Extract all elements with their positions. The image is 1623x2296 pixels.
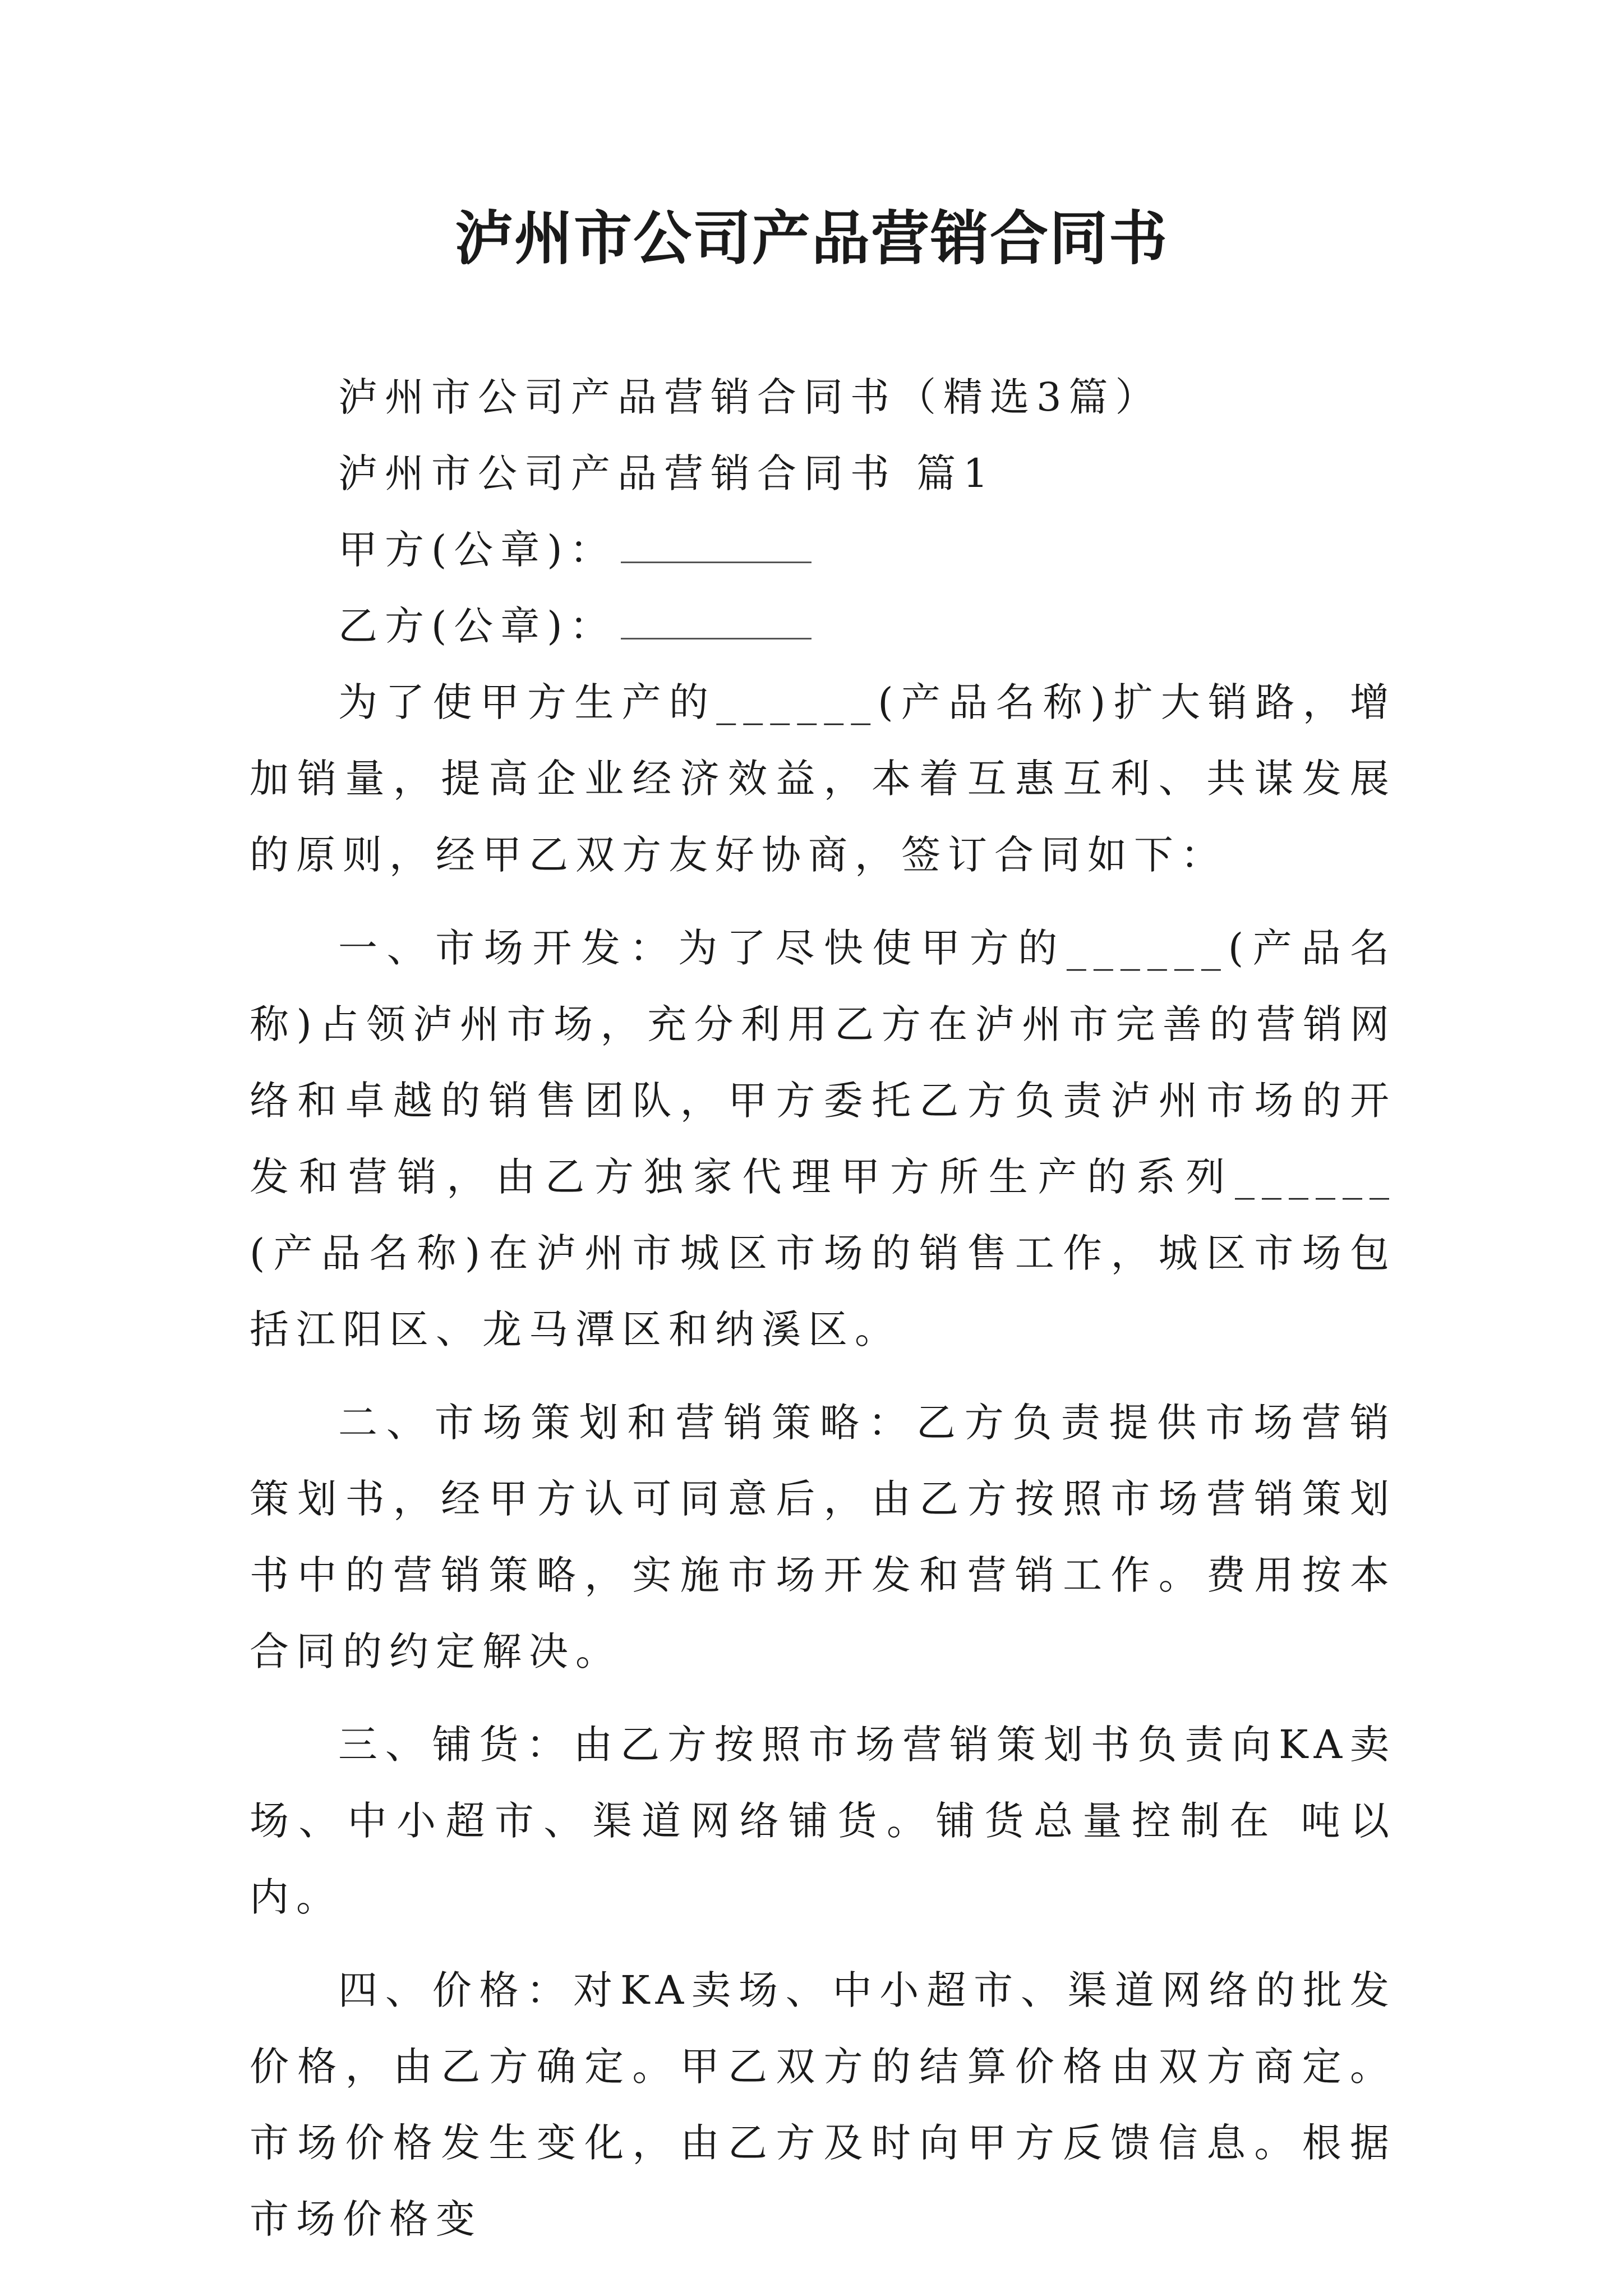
subtitle: 泸州市公司产品营销合同书（精选3篇） — [338, 374, 1162, 420]
document-body — [250, 359, 1396, 2257]
paragraph-marketing-strategy: 二、市场策划和营销策略：乙方负责提供市场营销策划书，经甲方认可同意后，由乙方按照市场营销策划书中的营销策略，实施市场开发和营销工作。费用按本合同的约定解决。 — [250, 1400, 1396, 1674]
section-heading: 泸州市公司产品营销合同书 篇1 — [338, 450, 995, 496]
party-a-blank — [621, 529, 811, 563]
paragraph-price: 四、价格：对KA卖场、中小超市、渠道网络的批发价格，由乙方确定。甲乙双方的结算价格由双方商定。市场价格发生变化，由乙方及时向甲方反馈信息。根据市场价格变 — [250, 1967, 1396, 2242]
paragraph-market-development: 一、市场开发：为了尽快使甲方的______(产品名称)占领泸州市场，充分利用乙方在泸州市完善的营销网络和卓越的销售团队，甲方委托乙方负责泸州市场的开发和营销，由乙方独家代理甲方所生产的系列______(产品名称)在泸州市城区市场的销售工作，城区市场包括江阳区、龙马潭区和纳溪区。 — [250, 925, 1396, 1352]
party-a-label: 甲方(公章)： — [338, 527, 616, 573]
paragraph-intro: 为了使甲方生产的______(产品名称)扩大销路，增加销量，提高企业经济效益，本着互惠互利、共谋发展的原则，经甲乙双方友好协商，签订合同如下： — [250, 679, 1396, 878]
party-b-line — [250, 588, 1396, 664]
paragraph-distribution: 三、铺货：由乙方按照市场营销策划书负责向KA卖场、中小超市、渠道网络铺货。铺货总量控制在 吨以内。 — [250, 1722, 1396, 1920]
party-a-line — [250, 512, 1396, 588]
document-title: 泸州市公司产品营销合同书 — [454, 204, 1168, 273]
party-b-blank — [621, 605, 811, 639]
party-b-label: 乙方(公章)： — [338, 603, 616, 649]
